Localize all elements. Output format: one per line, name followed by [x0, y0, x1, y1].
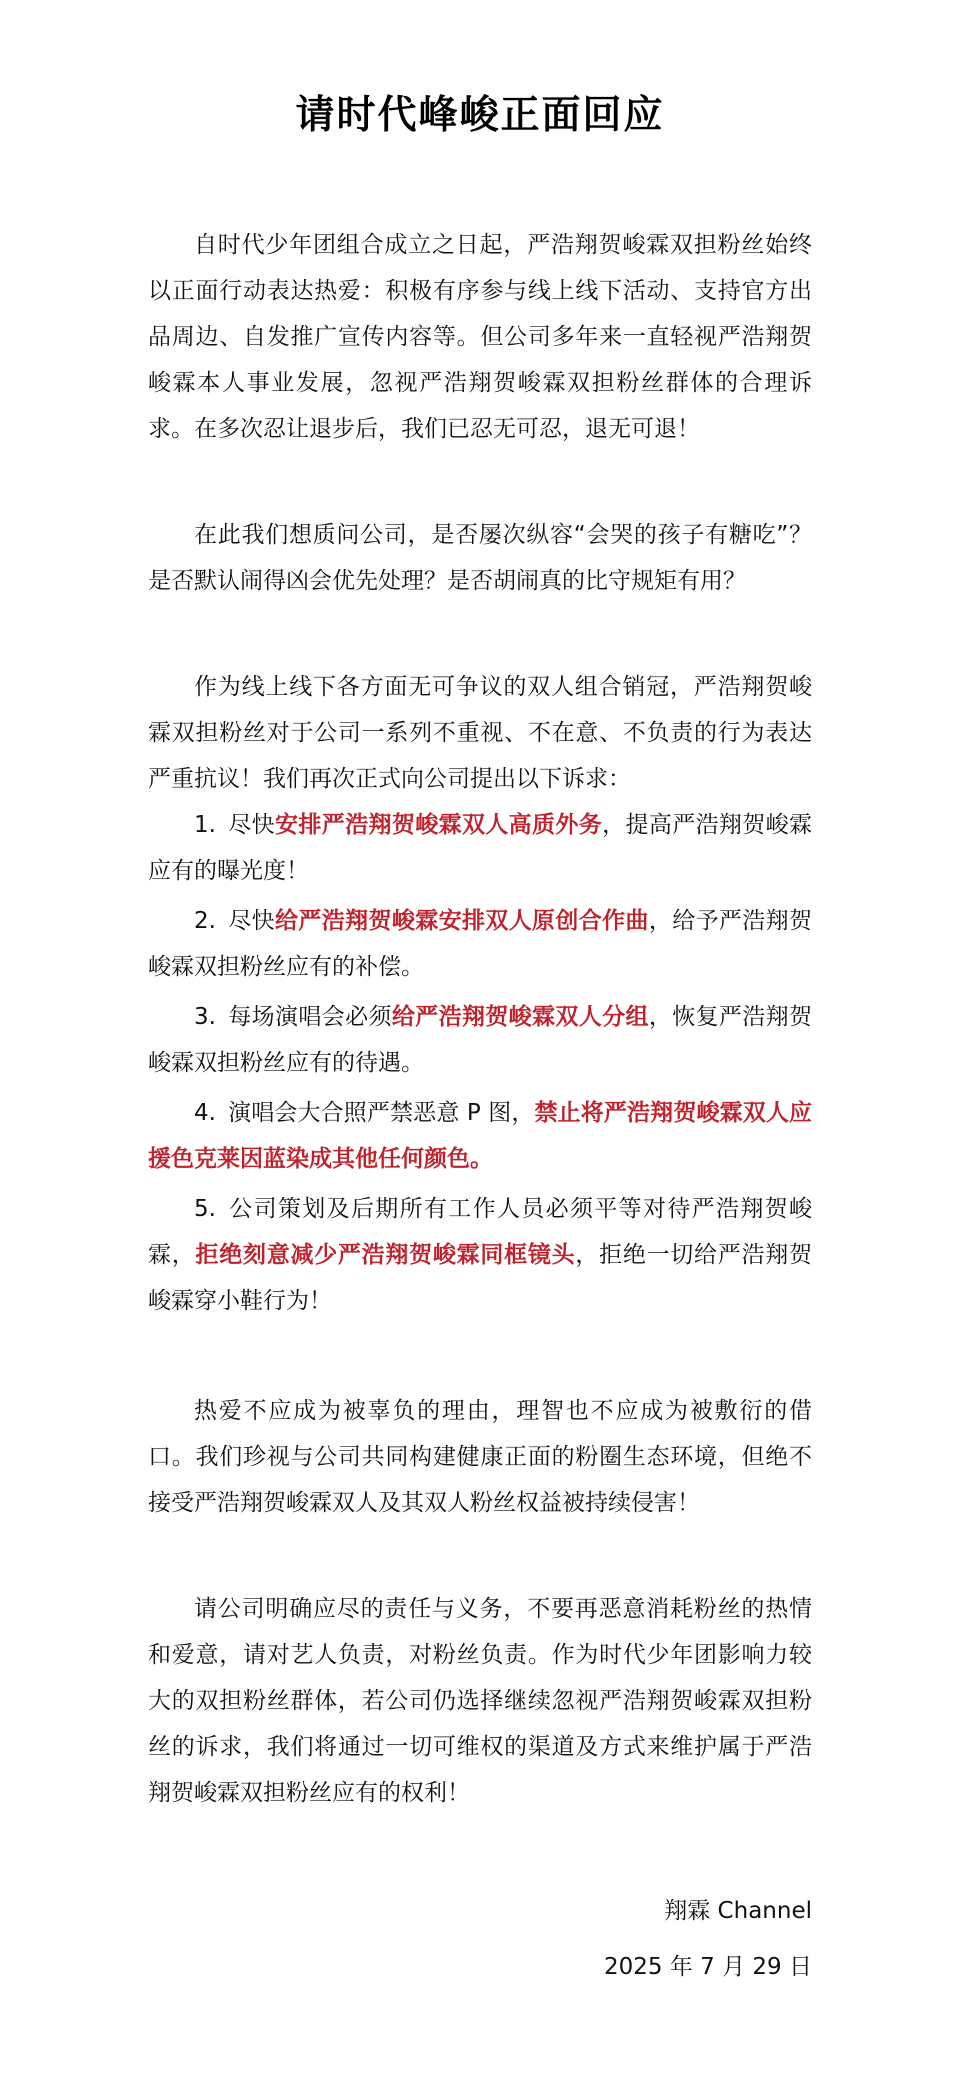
demand-text: ，恢复严浩翔贺峻霖双担粉丝应有的待遇。 — [148, 1004, 813, 1076]
spacer — [148, 144, 812, 222]
demand-text: 尽快 — [227, 908, 276, 934]
paragraph-question: 在此我们想质问公司，是否屡次纵容“会哭的孩子有糖吃”？是否默认闹得凶会优先处理？是否胡闹真的比守规矩有用？ — [148, 522, 812, 594]
demand-highlight: 安排严浩翔贺峻霖双人高质外务 — [275, 812, 603, 838]
demand-text: 演唱会大合照严禁恶意 P 图， — [227, 1100, 535, 1126]
demand-number: 2. — [194, 908, 216, 934]
paragraph-intro: 自时代少年团组合成立之日起，严浩翔贺峻霖双担粉丝始终以正面行动表达热爱：积极有序参与线上线下活动、支持官方出品周边、自发推广宣传内容等。但公司多年来一直轻视严浩翔贺峻霖本人事业发展，忽视严浩翔贺峻霖双担粉丝群体的合理诉求。在多次忍让退步后，我们已忍无可忍，退无可退！ — [148, 232, 812, 442]
signature-name: 翔霖 Channel — [664, 1898, 812, 1924]
demand-highlight: 拒绝刻意减少严浩翔贺峻霖同框镜头 — [195, 1242, 576, 1268]
demand-number: 4. — [194, 1100, 216, 1126]
demand-item-4 — [148, 1090, 812, 1182]
demand-item-2 — [148, 898, 812, 990]
demand-item-1 — [148, 802, 812, 894]
demand-text: ，提高严浩翔贺峻霖应有的曝光度！ — [148, 812, 813, 884]
spacer — [148, 604, 812, 664]
spacer — [148, 1328, 812, 1388]
demand-highlight: 给严浩翔贺峻霖双人分组 — [391, 1004, 649, 1030]
demand-text: 尽快 — [227, 812, 276, 838]
demand-number: 5. — [194, 1196, 216, 1222]
demand-text: ，拒绝一切给严浩翔贺峻霖穿小鞋行为！ — [148, 1242, 813, 1314]
demand-list — [148, 802, 812, 1324]
demand-item-5 — [148, 1186, 812, 1324]
paragraph-protest: 作为线上线下各方面无可争议的双人组合销冠，严浩翔贺峻霖双担粉丝对于公司一系列不重视、不在意、不负责的行为表达严重抗议！我们再次正式向公司提出以下诉求： — [148, 674, 812, 792]
demand-text: 每场演唱会必须 — [227, 1004, 392, 1030]
demand-highlight: 给严浩翔贺峻霖安排双人原创合作曲 — [275, 908, 649, 934]
demand-text: ，给予严浩翔贺峻霖双担粉丝应有的补偿。 — [148, 908, 813, 980]
demand-number: 3. — [194, 1004, 216, 1030]
paragraph-closing-2: 请公司明确应尽的责任与义务，不要再恶意消耗粉丝的热情和爱意，请对艺人负责，对粉丝负责。作为时代少年团影响力较大的双担粉丝群体，若公司仍选择继续忽视严浩翔贺峻霖双担粉丝的诉求，我们将通过一切可维权的渠道及方式来维护属于严浩翔贺峻霖双担粉丝应有的权利！ — [148, 1596, 812, 1806]
spacer — [148, 1526, 812, 1586]
signature-date: 2025 年 7 月 29 日 — [604, 1954, 812, 1980]
demand-text: 公司策划及后期所有工作人员必须平等对待严浩翔贺峻霖， — [148, 1196, 812, 1268]
demand-item-3 — [148, 994, 812, 1086]
demand-highlight: 禁止将严浩翔贺峻霖双人应援色克莱因蓝染成其他任何颜色。 — [148, 1100, 813, 1172]
spacer — [148, 452, 812, 512]
page-title: 请时代峰峻正面回应 — [295, 93, 665, 138]
demand-number: 1. — [194, 812, 216, 838]
paragraph-closing-1: 热爱不应成为被辜负的理由，理智也不应成为被敷衍的借口。我们珍视与公司共同构建健康正面的粉圈生态环境，但绝不接受严浩翔贺峻霖双人及其双人粉丝权益被持续侵害！ — [148, 1398, 812, 1516]
